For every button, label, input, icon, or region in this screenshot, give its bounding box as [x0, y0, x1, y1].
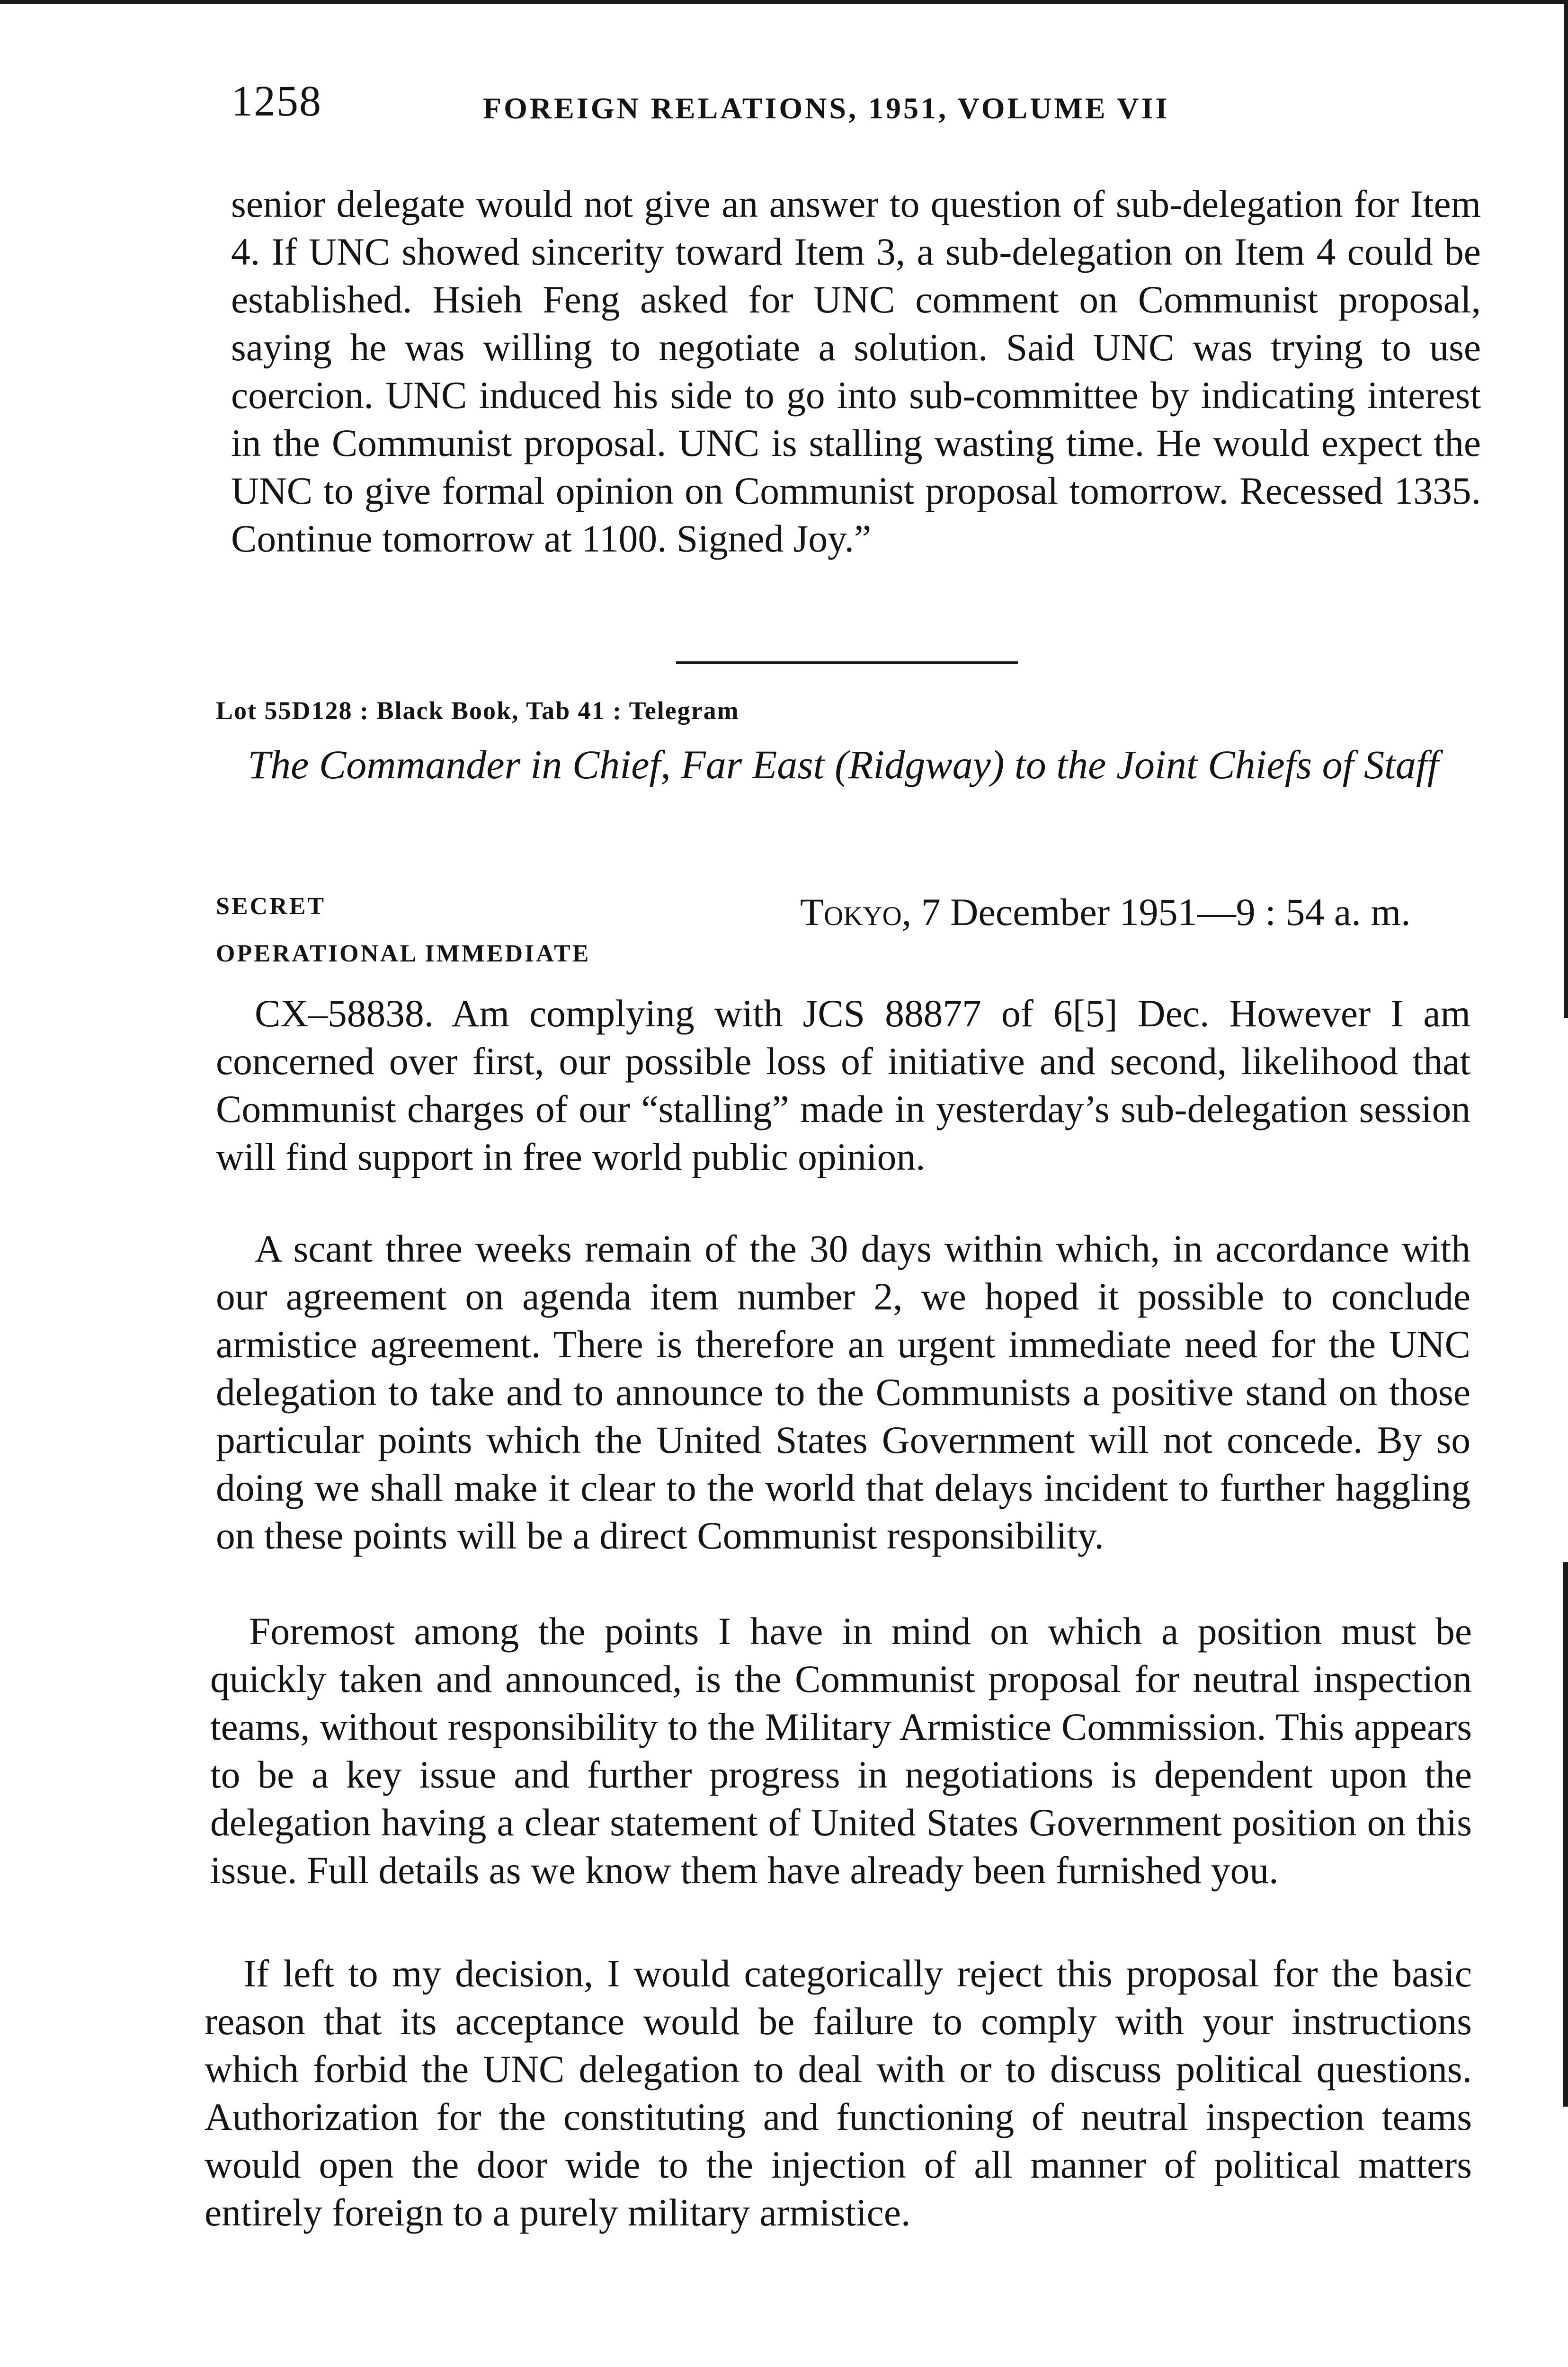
classification-label: SECRET [216, 893, 326, 920]
dateline [800, 890, 1411, 934]
running-title: FOREIGN RELATIONS, 1951, VOLUME VII [483, 91, 1170, 125]
section-divider [676, 661, 1018, 664]
dateline-place: Tokyo [800, 890, 902, 934]
dateline-date-time: , 7 December 1951—9 : 54 a. m. [901, 890, 1411, 934]
body-paragraph-1: CX–58838. Am complying with JCS 88877 of 6[5] Dec. However I am concerned over first, our possible loss of initiative and second, likelihood that Communist charges of our “stalling” made in yesterday’s sub-delegation session will find support in free world public opinion. [216, 992, 1470, 1178]
body-paragraph-4: If left to my decision, I would categorically reject this proposal for the basic reason that its acceptance would be failure to comply with your instructions which forbid the UNC delegation to deal with or to discuss political questions. Authorization for the constituting and functioning of neutral inspection teams would open the door wide to the injection of all manner of political matters entirely foreign to a purely military armistice. [205, 1952, 1472, 2234]
continuation-paragraph: senior delegate would not give an answer to question of sub-delegation for Item 4. If UNC showed sincerity toward Item 3, a sub-delegation on Item 4 could be established. Hsieh Feng asked for UNC comment on Communist proposal, saying he was willing to negotiate a solution. Said UNC was trying to use coercion. UNC induced his side to go into sub-committee by indicating interest in the Communist proposal. UNC is stalling wasting time. He would expect the UNC to give formal opinion on Communist proposal tomorrow. Recessed 1335. Continue tomorrow at 1100. Signed Joy.” [231, 182, 1481, 560]
body-paragraph-3: Foremost among the points I have in mind on which a position must be quickly taken and announced, is the Communist proposal for neutral inspection teams, without responsibility to the Military Armistice Commission. This appears to be a key issue and further progress in negotiations is dependent upon the delegation having a clear statement of United States Government position on this issue. Full details as we know them have already been furnished you. [210, 1610, 1472, 1892]
scan-edge-top [0, 0, 1568, 4]
document-title: The Commander in Chief, Far East (Ridgway) to the Joint Chiefs of Staff [248, 742, 1439, 787]
scan-edge-right-lower [1563, 1562, 1568, 2107]
precedence-label: OPERATIONAL IMMEDIATE [216, 940, 591, 967]
source-line: Lot 55D128 : Black Book, Tab 41 : Telegram [216, 696, 739, 725]
body-paragraph-2: A scant three weeks remain of the 30 days within which, in accordance with our agreement on agenda item number 2, we hoped it possible to conclude armistice agreement. There is therefore an urgent immediate need for the UNC delegation to take and to announce to the Communists a positive stand on those particular points which the United States Government will not concede. By so doing we shall make it clear to the world that delays incident to further haggling on these points will be a direct Communist responsibility. [216, 1227, 1470, 1557]
page-number: 1258 [231, 77, 322, 125]
scan-edge-right [1564, 0, 1568, 1018]
